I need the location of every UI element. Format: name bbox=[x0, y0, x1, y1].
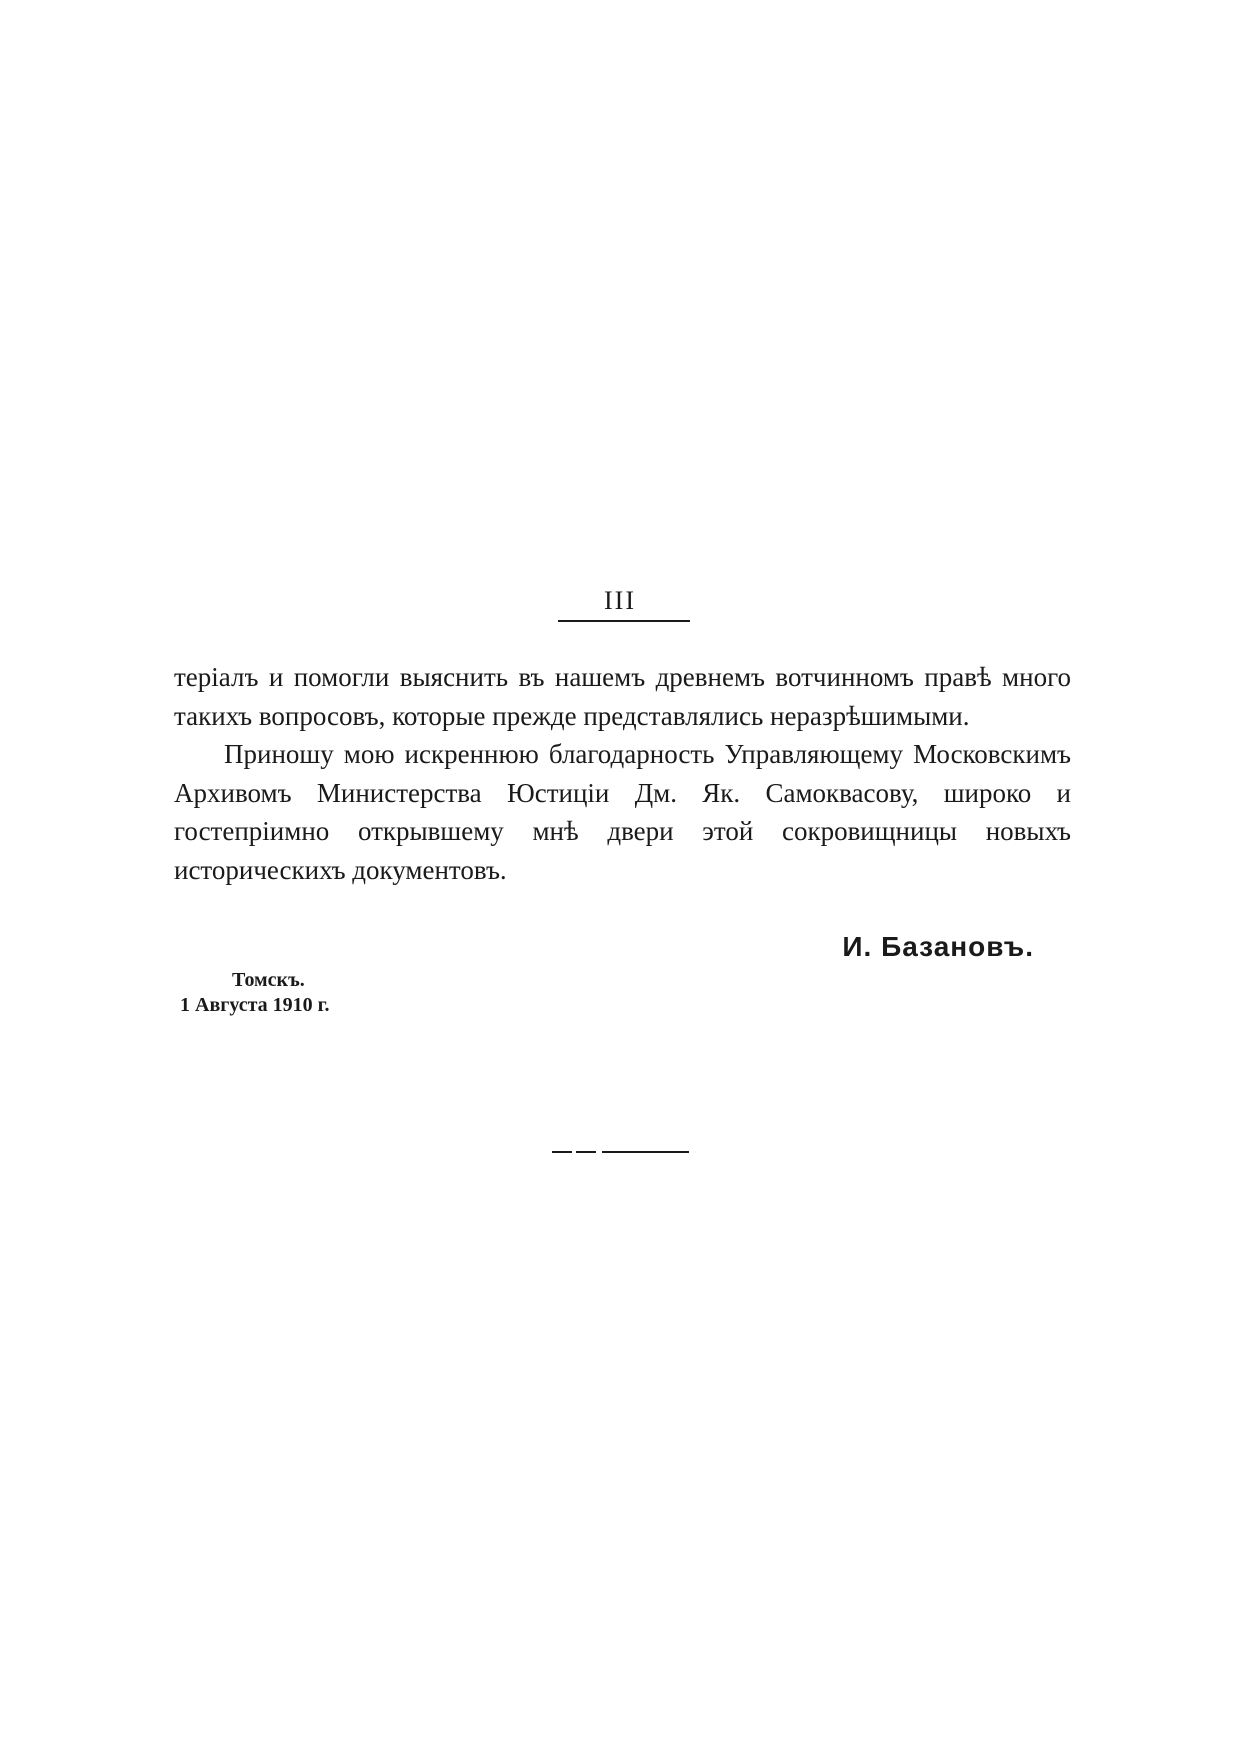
author-signature: И. Базановъ. bbox=[842, 931, 1034, 962]
paragraph-continuation: теріалъ и помогли выяснить въ нашемъ древнемъ вотчинномъ правѣ много такихъ вопросовъ, которые прежде представлялись неразрѣшимыми. bbox=[174, 662, 1071, 731]
page-number: III bbox=[604, 586, 636, 615]
dateline-date: 1 Августа 1910 г. bbox=[180, 994, 330, 1016]
body-text bbox=[174, 658, 1071, 889]
dateline bbox=[180, 968, 329, 1018]
dateline-place: Томскъ. bbox=[232, 969, 305, 991]
page-number-rule bbox=[558, 620, 690, 622]
end-ornament-rule bbox=[552, 1150, 689, 1154]
paragraph-acknowledgement: Приношу мою искреннюю благодарность Управляющему Московскимъ Архивомъ Министерства Юстиціи Дм. Як. Самоквасову, широко и гостепріимно открывшему мнѣ двери этой сокровищницы новыхъ историческихъ документовъ. bbox=[174, 739, 1071, 885]
